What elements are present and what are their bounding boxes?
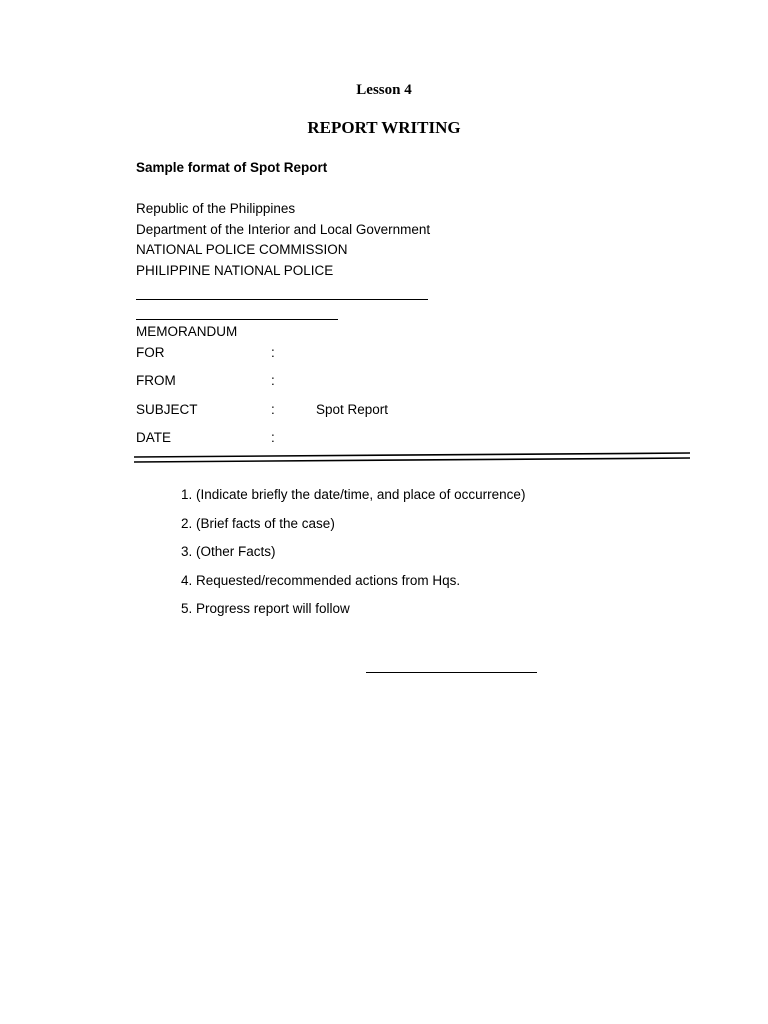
- lesson-number: Lesson 4: [356, 82, 412, 98]
- list-item: 3. (Other Facts): [181, 544, 276, 559]
- list-item: 2. (Brief facts of the case): [181, 516, 335, 531]
- memo-field-label: FROM: [136, 373, 176, 388]
- list-item: 5. Progress report will follow: [181, 601, 350, 616]
- page-title: REPORT WRITING: [307, 118, 461, 137]
- memo-field-colon: :: [271, 373, 275, 388]
- double-separator-rule: [0, 0, 768, 470]
- separator-line-bottom: [134, 458, 690, 462]
- list-item: 1. (Indicate briefly the date/time, and place of occurrence): [181, 487, 526, 502]
- list-item: 4. Requested/recommended actions from Hqs.: [181, 573, 461, 588]
- memo-field-label: SUBJECT: [136, 402, 198, 417]
- memo-field-label: FOR: [136, 345, 165, 360]
- letterhead-commission: NATIONAL POLICE COMMISSION: [136, 242, 348, 257]
- memo-field-colon: :: [271, 430, 275, 445]
- letterhead-pnp: PHILIPPINE NATIONAL POLICE: [136, 263, 334, 278]
- memo-heading: MEMORANDUM: [136, 324, 238, 339]
- memo-field-colon: :: [271, 402, 275, 417]
- memo-field-label: DATE: [136, 430, 172, 445]
- letterhead-republic: Republic of the Philippines: [136, 201, 296, 216]
- section-subtitle: Sample format of Spot Report: [136, 160, 328, 175]
- memo-field-colon: :: [271, 345, 275, 360]
- memo-field-value: Spot Report: [316, 402, 389, 417]
- separator-line-top: [134, 453, 690, 457]
- letterhead-department: Department of the Interior and Local Government: [136, 222, 431, 237]
- signature-line: [366, 672, 537, 673]
